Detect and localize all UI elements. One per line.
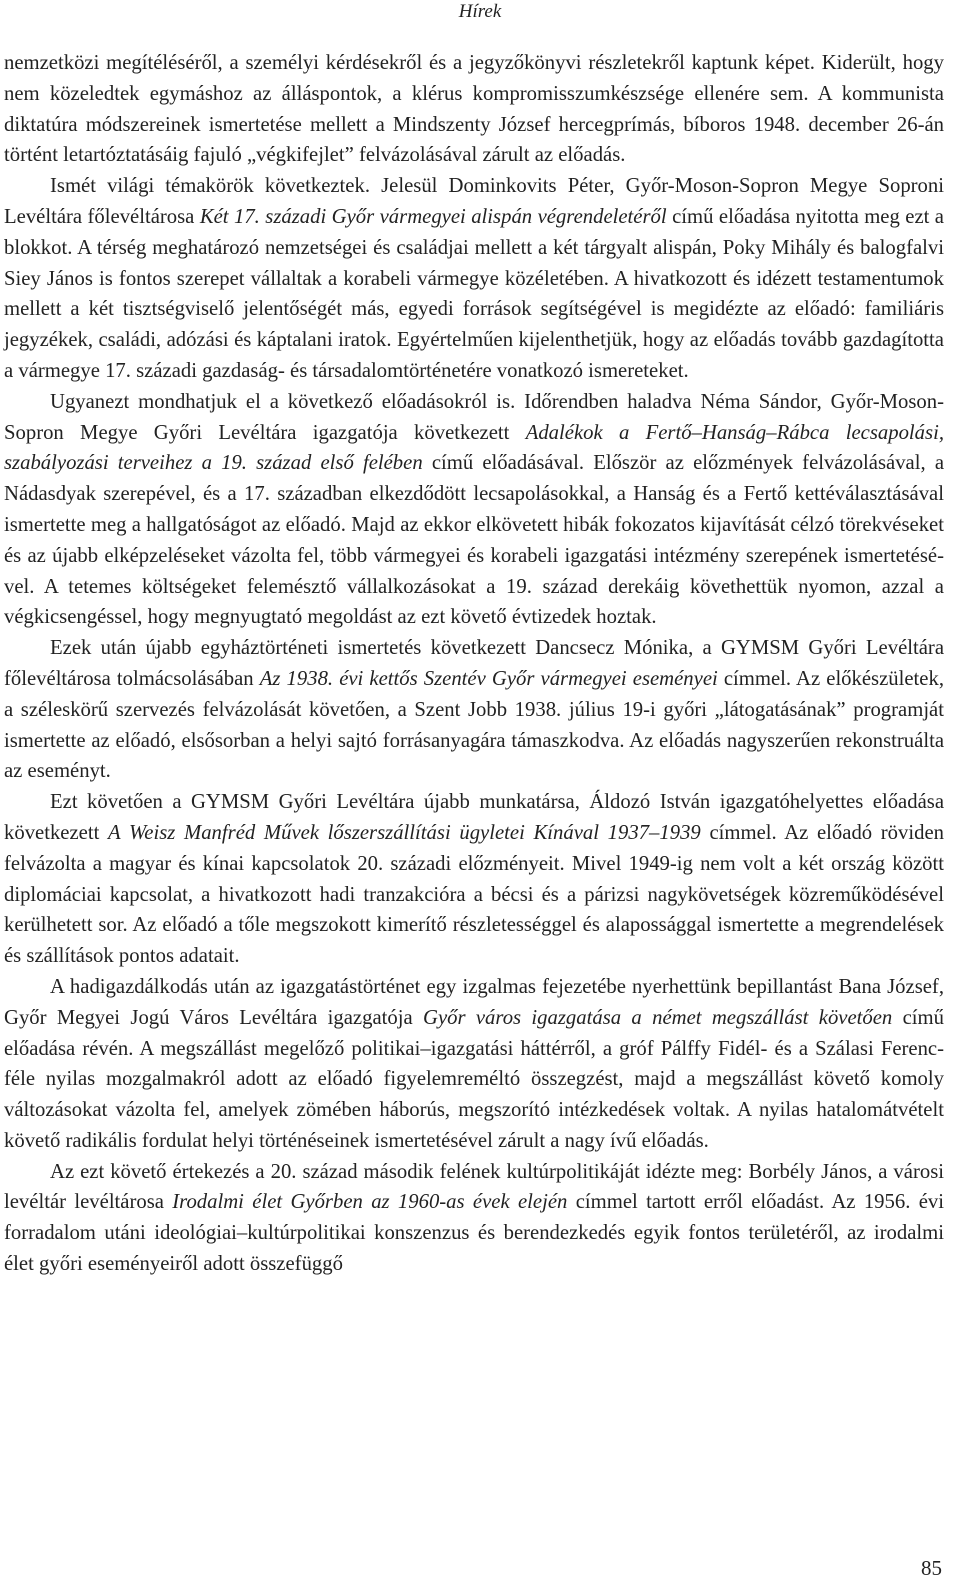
text-segment: című előadása révén. A megszállást megelőző politikai–igazgatási háttérről, a gróf Pálffy Fidél- és a Szálasi Ferenc-féle nyilas mozgalmakról adott az előadó figyelemreméltó összegzést, majd a megszállást követő komoly változásokat vázolta fel, amelyek zömében háborús, megszorító intézkedések voltak. A nyilas hatalomátvételt követő radikális fordulat helyi történéseinek ismertetésével zárult a nagy ívű előadás. bbox=[4, 1006, 944, 1152]
paragraph bbox=[4, 48, 944, 171]
text-segment: Az ezt követő értekezés a 20. század második felének kultúrpolitikáját idézte meg: Borbély János, a városi levéltár levéltárosa bbox=[4, 1160, 944, 1214]
running-header: Hírek bbox=[458, 1, 502, 22]
lecture-title: Győr város igazgatása a német megszállást követően bbox=[423, 1006, 893, 1029]
paragraph bbox=[4, 972, 944, 1157]
text-segment: című előadásával. Először az előzmények felvázolásával, a Nádasdyak szerepével, és a 17. században elkezdődött lecsapolásokkal, a Hanság és a Fertő kettéválasztásával ismertette meg a hallgatóságot az előadó. Majd az ekkor elkövetett hibák fokozatos kijavítását célzó törekvéseket és az újabb elképzeléseket vázolta fel, több vármegyei és korabeli igazgatási intézmény szerepének ismertetésével. A tetemes költségeket felemésztő vállalkozásokat a 19. század derekáig követhettük nyomon, azzal a végkicsengéssel, hogy megnyugtató megoldást az ezt követő évtizedek hoztak. bbox=[4, 452, 945, 629]
text-segment: Ismét világi témakörök következtek. Jelesül Dominkovits Péter, Győr-Moson-Sopron Megye Soproni Levéltára főlevéltárosa bbox=[4, 175, 944, 228]
text-segment: című előadása nyitotta meg ezt a blokkot. A térség meghatározó nemzetségei és családjai mellett a két tárgyalt alispán, Poky Mihály és balogfalvi Siey János is fontos szerepet vállaltak a korabeli vármegye közéletében. A hivatkozott és idézett testamentumok mellett a két tisztségviselő jelentőségét más, egyedi források segítségével is megidézte az előadó: familiáris jegyzékek, családi, adózási és káptalani iratok. Egyértelműen kijelenthetjük, hogy az előadás tovább gazdagította a vármegye 17. századi gazdaság- és társadalomtörténetére vonatkozó ismereteket. bbox=[4, 205, 944, 382]
paragraph bbox=[4, 1157, 944, 1280]
lecture-title: Irodalmi élet Győrben az 1960-as évek elején bbox=[172, 1191, 568, 1214]
text-segment: Ezek után újabb egyháztörténeti ismertetés következett Dancsecz Mónika, a GYMSM Győri Levéltára főlevéltárosa tolmácsolásában bbox=[4, 637, 944, 690]
text-segment: nemzetközi megítéléséről, a személyi kérdésekről és a jegyzőkönyvi részletekről kaptunk képet. Kiderült, hogy nem közeledtek egymáshoz az álláspontok, a klérus kompromisszumkészsége ellenére sem. A kommunista diktatúra módszereinek ismertetése mellett a Mindszenty József hercegprímás, bíboros 1948. december 26-án történt letartóztatásáig fajuló „végkifejlet” felvázolásával zárult az előadás. bbox=[4, 52, 944, 167]
text-segment: címmel tartott erről előadást. Az 1956. évi forradalom utáni ideológiai–kultúrpolitikai konszenzus és berendezkedés egyik fontos területéről, az irodalmi élet győri eseményeiről adott összefüggő bbox=[4, 1191, 944, 1276]
page-number: 85 bbox=[921, 1556, 942, 1580]
lecture-title: Két 17. századi Győr vármegyei alispán végrendeletéről bbox=[199, 205, 667, 228]
lecture-title: Adalékok a Fertő–Hanság–Rábca lecsapolási, szabályozási terveihez a 19. század első felében bbox=[4, 421, 944, 475]
text-segment: A hadigazdálkodás után az igazgatástörténet egy izgalmas fejezetébe nyerhettünk bepillantást Bana József, Győr Megyei Jogú Város Levéltára igazgatója bbox=[4, 975, 944, 1029]
paragraph bbox=[4, 787, 944, 972]
text-segment: Ugyanezt mondhatjuk el a következő előadásokról is. Időrendben haladva Néma Sándor, Győr-Moson-Sopron Megye Győri Levéltára igazgatója következett bbox=[4, 390, 944, 444]
article-body bbox=[4, 48, 944, 1280]
paragraph bbox=[4, 387, 944, 633]
paragraph bbox=[4, 171, 944, 387]
text-segment: címmel. Az előadó röviden felvázolta a magyar és kínai kapcsolatok 20. századi előzményeit. Mivel 1949-ig nem volt a két ország között diplomáciai kapcsolat, a hivatkozott hadi tranzakcióra a bécsi és a párizsi nagykövetségek közreműködésével kerülhetett sor. Az előadó a tőle megszokott kimerítő részletességgel és alapossággal ismertette a megrendelések és szállítások pontos adatait. bbox=[4, 821, 944, 968]
paragraph bbox=[4, 633, 944, 787]
lecture-title: A Weisz Manfréd Művek lőszerszállítási ügyletei Kínával 1937–1939 bbox=[108, 821, 701, 844]
text-segment: címmel. Az előkészületek, a széleskörű szervezés felvázolását követően, a Szent Jobb 1938. július 19-i győri „látogatásának” programját ismertette az előadó, elsősorban a helyi sajtó forrásanyagára támaszkodva. Az előadás nagyszerűen rekonstruálta az eseményt. bbox=[4, 667, 945, 783]
lecture-title: Az 1938. évi kettős Szentév Győr vármegyei eseményei bbox=[259, 667, 718, 690]
text-segment: Ezt követően a GYMSM Győri Levéltára újabb munkatársa, Áldozó István igazgatóhelyettes előadása következett bbox=[4, 791, 944, 844]
